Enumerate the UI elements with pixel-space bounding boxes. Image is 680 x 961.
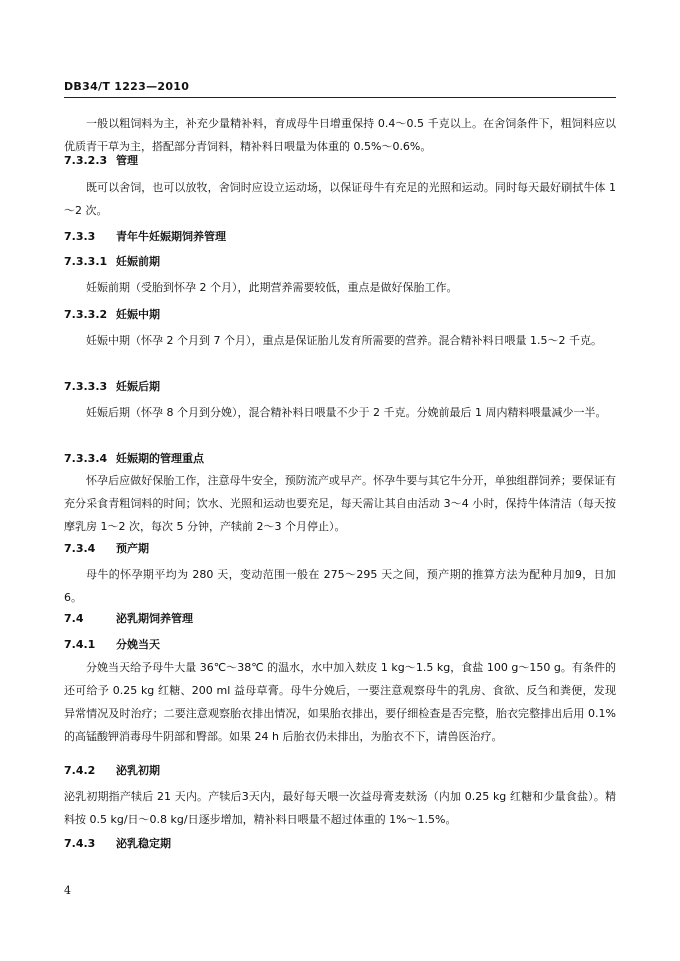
paragraph-text: 分娩当天给予母牛大量 36℃～38℃ 的温水，水中加入麸皮 1 kg～1.5 kg，食盐 100 g～150 g。有条件的还可给予 0.25 kg 红糖、200 ml 益母草膏。母牛分娩后，一要注意观察母牛的乳房、食欲、反刍和粪便，发现异常情况及时治疗；二要注意观察胎衣排出情况，如果胎衣排出，要仔细检查是否完整，胎衣完整排出后用 0.1%的高锰酸钾消毒母牛阴部和臀部。如果 24 h 后胎衣仍未排出，为胎衣不下，请兽医治疗。	[64, 661, 616, 743]
heading-title: 管理	[116, 154, 138, 167]
heading-7-4-1	[64, 636, 616, 652]
paragraph-text: 妊娠中期（怀孕 2 个月到 7 个月），重点是保证胎儿发育所需要的营养。混合精补料日喂量 1.5～2 千克。	[86, 334, 602, 347]
heading-number: 7.4.3	[64, 837, 96, 850]
heading-number: 7.3.4	[64, 542, 96, 555]
heading-7-3-3-1	[64, 253, 616, 269]
heading-title: 妊娠中期	[116, 308, 160, 321]
page-number: 4	[64, 884, 71, 897]
paragraph-pregnancy-management	[64, 469, 616, 538]
paragraph-early-pregnancy	[64, 276, 616, 299]
paragraph-late-pregnancy	[64, 401, 616, 424]
heading-7-4	[64, 610, 616, 626]
heading-7-3-4	[64, 540, 616, 556]
heading-title: 妊娠前期	[116, 255, 160, 268]
heading-number: 7.4.1	[64, 638, 96, 651]
paragraph-text: 泌乳初期指产犊后 21 天内。产犊后3天内，最好每天喂一次益母膏麦麸汤（内加 0.25 kg 红糖和少量食盐）。精料按 0.5 kg/日～0.8 kg/日逐步增加，精补料日喂量不超过体重的 1%～1.5%。	[64, 790, 616, 826]
paragraph-text: 既可以舍饲，也可以放牧，舍饲时应设立运动场，以保证母牛有充足的光照和运动。同时每天最好刷拭牛体 1～2 次。	[64, 181, 616, 217]
heading-title: 分娩当天	[116, 638, 160, 651]
paragraph-mid-pregnancy	[64, 329, 616, 352]
paragraph-due-date	[64, 563, 616, 609]
heading-7-4-3	[64, 835, 616, 851]
heading-title: 泌乳初期	[116, 764, 160, 777]
standard-code-header: DB34/T 1223—2010	[64, 80, 190, 93]
heading-number: 7.3.3.2	[64, 308, 108, 321]
paragraph-calving-day	[64, 656, 616, 748]
heading-7-3-3	[64, 228, 616, 244]
heading-title: 泌乳期饲养管理	[116, 612, 193, 625]
heading-number: 7.4	[64, 612, 84, 625]
header-rule	[64, 97, 616, 98]
paragraph-text: 妊娠前期（受胎到怀孕 2 个月），此期营养需要较低，重点是做好保胎工作。	[86, 281, 458, 294]
heading-7-3-2-3	[64, 152, 616, 168]
heading-7-4-2	[64, 762, 616, 778]
heading-number: 7.3.3.1	[64, 255, 108, 268]
paragraph-text: 一般以粗饲料为主，补充少量精补料，育成母牛日增重保持 0.4～0.5 千克以上。在舍饲条件下，粗饲料应以优质青干草为主，搭配部分青饲料，精补料日喂量为体重的 0.5%～0.6%。	[64, 117, 616, 153]
paragraph-text: 妊娠后期（怀孕 8 个月到分娩），混合精补料日喂量不少于 2 千克。分娩前最后 1 周内精料喂量减少一半。	[86, 406, 607, 419]
heading-7-3-3-3	[64, 378, 616, 394]
heading-title: 青年牛妊娠期饲养管理	[116, 230, 226, 243]
heading-number: 7.3.3.4	[64, 452, 108, 465]
heading-number: 7.3.2.3	[64, 154, 108, 167]
heading-number: 7.4.2	[64, 764, 96, 777]
heading-number: 7.3.3	[64, 230, 96, 243]
paragraph-text: 怀孕后应做好保胎工作，注意母牛安全，预防流产或早产。怀孕牛要与其它牛分开，单独组群饲养；要保证有充分采食青粗饲料的时间；饮水、光照和运动也要充足，每天需让其自由活动 3～4 小时，保持牛体清洁（每天按摩乳房 1～2 次，每次 5 分钟，产犊前 2～3 个月停止）。	[64, 474, 616, 533]
heading-title: 妊娠后期	[116, 380, 160, 393]
paragraph-text: 母牛的怀孕期平均为 280 天，变动范围一般在 275～295 天之间，预产期的推算方法为配种月加9，日加6。	[64, 568, 616, 604]
paragraph-management	[64, 176, 616, 222]
heading-7-3-3-4	[64, 450, 616, 466]
heading-title: 预产期	[116, 542, 149, 555]
heading-7-3-3-2	[64, 306, 616, 322]
heading-title: 妊娠期的管理重点	[116, 452, 204, 465]
heading-title: 泌乳稳定期	[116, 837, 171, 850]
heading-number: 7.3.3.3	[64, 380, 108, 393]
paragraph-early-lactation	[64, 785, 616, 831]
